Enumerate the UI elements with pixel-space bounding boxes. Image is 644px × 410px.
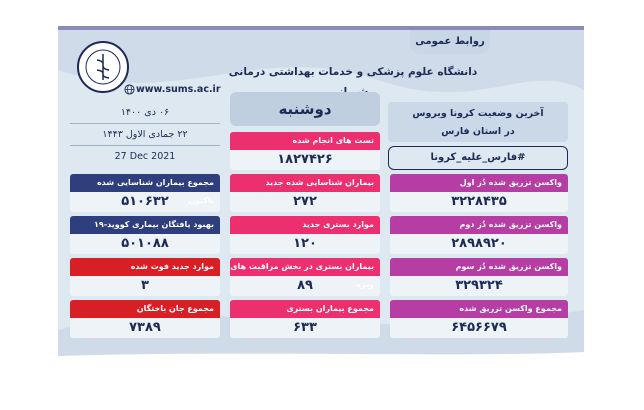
card-value: ۶۳۳ xyxy=(230,318,380,338)
card-value: ۶۴۵۶۶۷۹ xyxy=(390,318,568,338)
card-total-hospitalized xyxy=(230,300,380,338)
persian-date: ۰۶ دی ۱۴۰۰ xyxy=(70,102,220,124)
date-box xyxy=(70,102,220,168)
card-value: ۳۲۲۸۴۳۵ xyxy=(390,192,568,212)
card-value: ۵۰۱۰۸۸ xyxy=(70,234,220,254)
card-label: بهبود یافتگان بیماری کووید-۱۹ xyxy=(70,216,220,234)
card-vaccine-total xyxy=(390,300,568,338)
card-label: مجموع جان باختگان xyxy=(70,300,220,318)
weekday-label: دوشنبه xyxy=(230,92,380,126)
university-logo-icon xyxy=(76,40,130,94)
card-value: ۳۲۹۳۲۴ xyxy=(390,276,568,296)
card-new-hospitalized xyxy=(230,216,380,254)
card-value: ۲۷۲ xyxy=(230,192,380,212)
card-vaccine-dose2 xyxy=(390,216,568,254)
card-label: واکسن تزریق شده دُز اول xyxy=(390,174,568,192)
card-label: مجموع واکسن تزریق شده xyxy=(390,300,568,318)
card-total-deaths xyxy=(70,300,220,338)
website-url[interactable]: www.sums.ac.ir xyxy=(136,84,221,95)
card-label: واکسن تزریق شده دُز سوم xyxy=(390,258,568,276)
card-new-deaths xyxy=(70,258,220,296)
card-label: مجموع بیماران بستری xyxy=(230,300,380,318)
card-value: ۱۲۰ xyxy=(230,234,380,254)
globe-icon xyxy=(124,84,135,95)
card-value: ۳ xyxy=(70,276,220,296)
stats-poster xyxy=(58,26,584,348)
card-label: بیماران شناسایی شده جدید xyxy=(230,174,380,192)
card-vaccine-dose1 xyxy=(390,174,568,212)
card-icu-patients xyxy=(230,258,380,296)
hijri-date: ۲۲ جمادی الاول ۱۴۴۳ xyxy=(70,124,220,146)
corona-title-line1: آخرین وضعیت کرونا ویروس xyxy=(412,108,544,119)
department-label: روابط عمومی xyxy=(410,30,490,54)
card-recovered xyxy=(70,216,220,254)
card-label: موارد جدید فوت شده xyxy=(70,258,220,276)
card-vaccine-dose3 xyxy=(390,258,568,296)
card-label: تست های انجام شده xyxy=(230,132,380,150)
corona-status-title xyxy=(388,102,568,142)
card-label: موارد بستری جدید xyxy=(230,216,380,234)
card-total-identified xyxy=(70,174,220,212)
card-value: ۱۸۲۷۴۲۶ xyxy=(230,150,380,170)
card-value: ۸۹ xyxy=(230,276,380,296)
hashtag-label: #فارس_علیه_کرونا xyxy=(388,146,568,170)
card-new-identified xyxy=(230,174,380,212)
card-tests-done xyxy=(230,132,380,170)
footer-wave xyxy=(58,348,584,358)
card-label: مجموع بیماران شناسایی شده تاکنون xyxy=(70,174,220,192)
card-label: بیماران بستری در بخش مراقبت های ویژه xyxy=(230,258,380,276)
card-value: ۷۳۸۹ xyxy=(70,318,220,338)
university-name: دانشگاه علوم پزشکی و خدمات بهداشتی درمانی xyxy=(228,66,478,78)
card-label: واکسن تزریق شده دُز دوم xyxy=(390,216,568,234)
card-value: ۵۱۰۶۳۲ xyxy=(70,192,220,212)
card-value: ۲۸۹۸۹۲۰ xyxy=(390,234,568,254)
corona-title-line2: در استان فارس xyxy=(441,126,515,137)
gregorian-date: 27 Dec 2021 xyxy=(114,151,176,162)
